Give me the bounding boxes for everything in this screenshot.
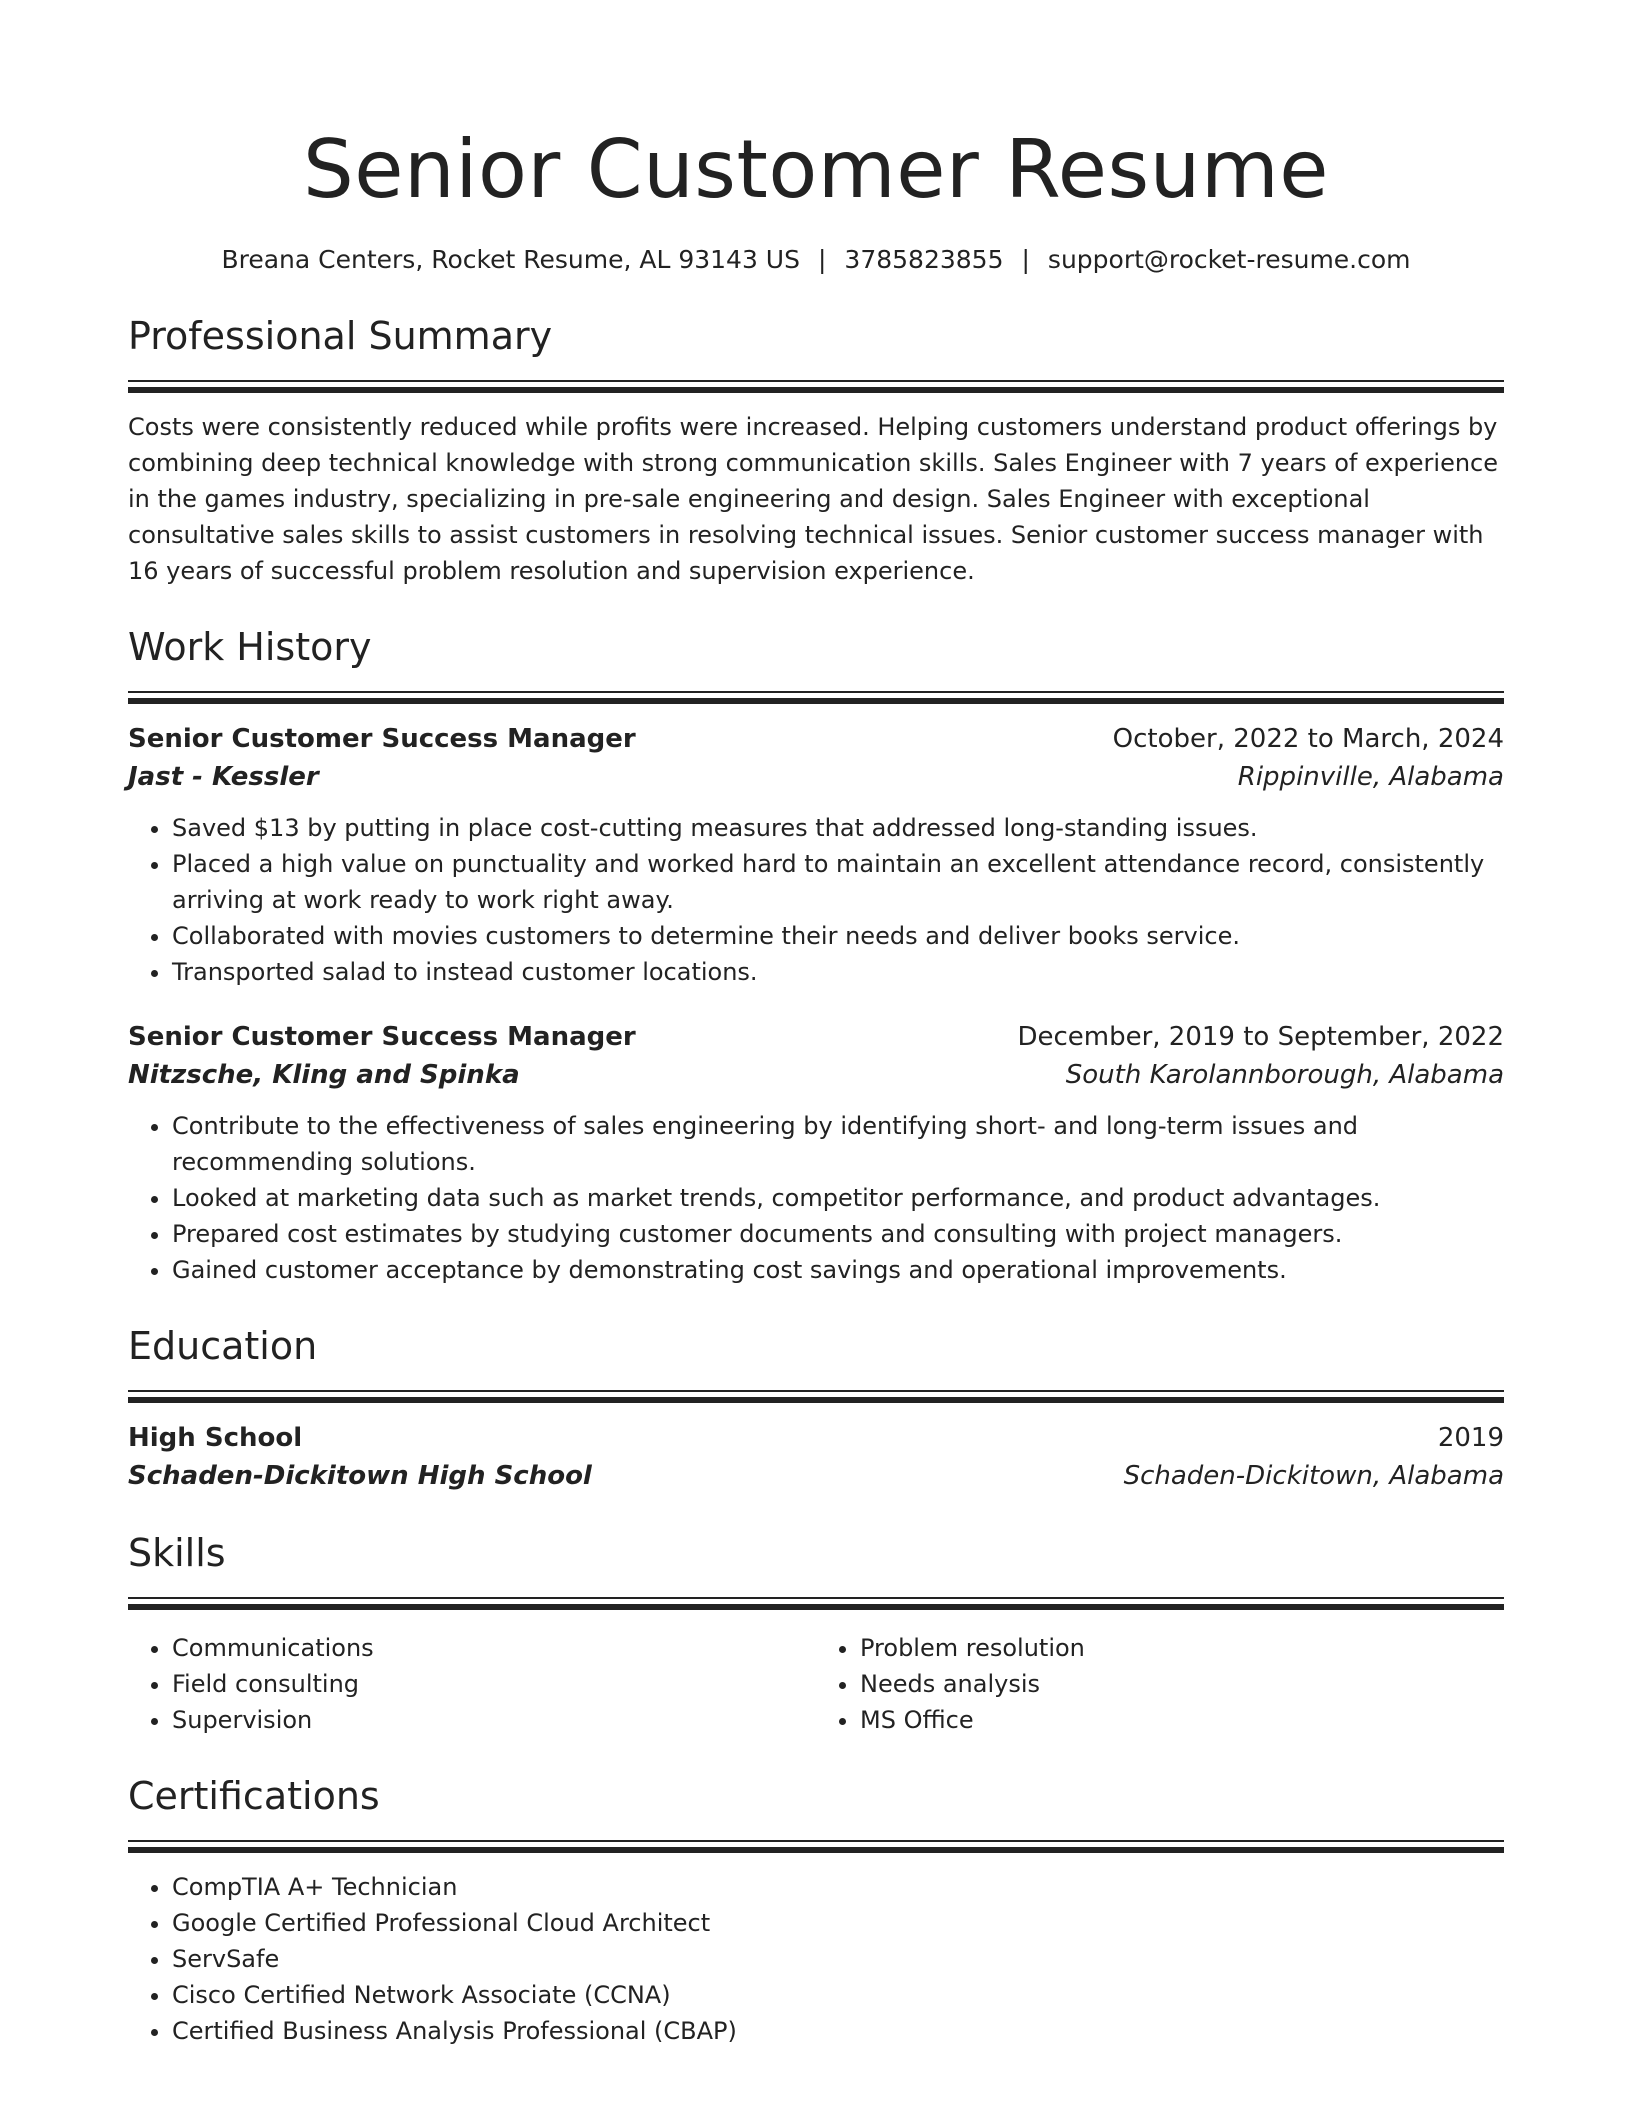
education-location: Schaden-Dickitown, Alabama [1123,1461,1504,1491]
job-bullets [128,1108,1504,1288]
list-item: • Gained customer acceptance by demonstrating cost savings and operational improvements. [172,1252,1504,1288]
education-section [128,1320,1504,1495]
list-item: • Communications [172,1630,816,1666]
summary-heading: Professional Summary [128,314,553,358]
job-company: Jast - Kessler [128,762,319,792]
job-location: South Karolannborough, Alabama [1065,1060,1504,1090]
education-year: 2019 [1437,1423,1504,1453]
job-entry [128,720,1504,990]
list-item: • Needs analysis [860,1666,1504,1702]
education-degree-row [128,1419,1504,1457]
section-divider [128,1840,1504,1853]
section-divider [128,1390,1504,1403]
job-title: Senior Customer Success Manager [128,724,636,754]
contact-address: Breana Centers, Rocket Resume, AL 93143 US [221,245,800,274]
education-school: Schaden-Dickitown High School [128,1461,592,1491]
list-item: • Placed a high value on punctuality and worked hard to maintain an excellent attendance record, consistently arriving at work ready to work right away. [172,846,1504,918]
list-item: • Collaborated with movies customers to determine their needs and deliver books service. [172,918,1504,954]
skills-heading: Skills [128,1531,226,1575]
job-dates: December, 2019 to September, 2022 [1017,1022,1504,1052]
job-bullets [128,810,1504,990]
skills-list-right [816,1630,1504,1738]
job-company-row [128,758,1504,796]
certifications-heading: Certifications [128,1774,380,1818]
job-title-row [128,1018,1504,1056]
job-title: Senior Customer Success Manager [128,1022,636,1052]
contact-separator: | [1021,245,1030,274]
contact-line [128,242,1504,278]
job-dates: October, 2022 to March, 2024 [1112,724,1504,754]
certifications-list [128,1869,1504,2049]
summary-text: Costs were consistently reduced while profits were increased. Helping customers understand product offerings by combining deep technical knowledge with strong communication skills. Sales Engineer with 7 years of experience in the games industry, specializing in pre-sale engineering and design. Sales Engineer with exceptional consultative sales skills to assist customers in resolving technical issues. Senior customer success manager with 16 years of successful problem resolution and supervision experience. [128,413,1499,585]
list-item: • Contribute to the effectiveness of sales engineering by identifying short- and long-term issues and recommending solutions. [172,1108,1504,1180]
summary-section [128,310,1504,589]
work-heading: Work History [128,625,372,669]
list-item: • Cisco Certified Network Associate (CCNA) [172,1977,1504,2013]
list-item: • Google Certified Professional Cloud Architect [172,1905,1504,1941]
contact-email: support@rocket-resume.com [1047,245,1411,274]
contact-phone: 3785823855 [844,245,1004,274]
skills-list-left [128,1630,816,1738]
list-item: • Saved $13 by putting in place cost-cutting measures that addressed long-standing issues. [172,810,1504,846]
list-item: • Field consulting [172,1666,816,1702]
education-degree: High School [128,1423,303,1453]
list-item: • Certified Business Analysis Professional (CBAP) [172,2013,1504,2049]
job-entry [128,1018,1504,1288]
job-location: Rippinville, Alabama [1237,762,1504,792]
list-item: • ServSafe [172,1941,1504,1977]
job-company-row [128,1056,1504,1094]
education-heading: Education [128,1324,318,1368]
list-item: • MS Office [860,1702,1504,1738]
list-item: • CompTIA A+ Technician [172,1869,1504,1905]
skills-section [128,1527,1504,1738]
section-divider [128,380,1504,393]
list-item: • Problem resolution [860,1630,1504,1666]
education-school-row [128,1457,1504,1495]
job-company: Nitzsche, Kling and Spinka [128,1060,520,1090]
job-title-row [128,720,1504,758]
list-item: • Transported salad to instead customer locations. [172,954,1504,990]
list-item: • Looked at marketing data such as market trends, competitor performance, and product advantages. [172,1180,1504,1216]
resume-title: Senior Customer Resume [303,123,1329,216]
list-item: • Prepared cost estimates by studying customer documents and consulting with project managers. [172,1216,1504,1252]
certifications-section [128,1770,1504,2049]
skills-columns [128,1626,1504,1738]
section-divider [128,1597,1504,1610]
list-item: • Supervision [172,1702,816,1738]
contact-separator: | [817,245,827,274]
section-divider [128,691,1504,704]
work-section [128,621,1504,1288]
